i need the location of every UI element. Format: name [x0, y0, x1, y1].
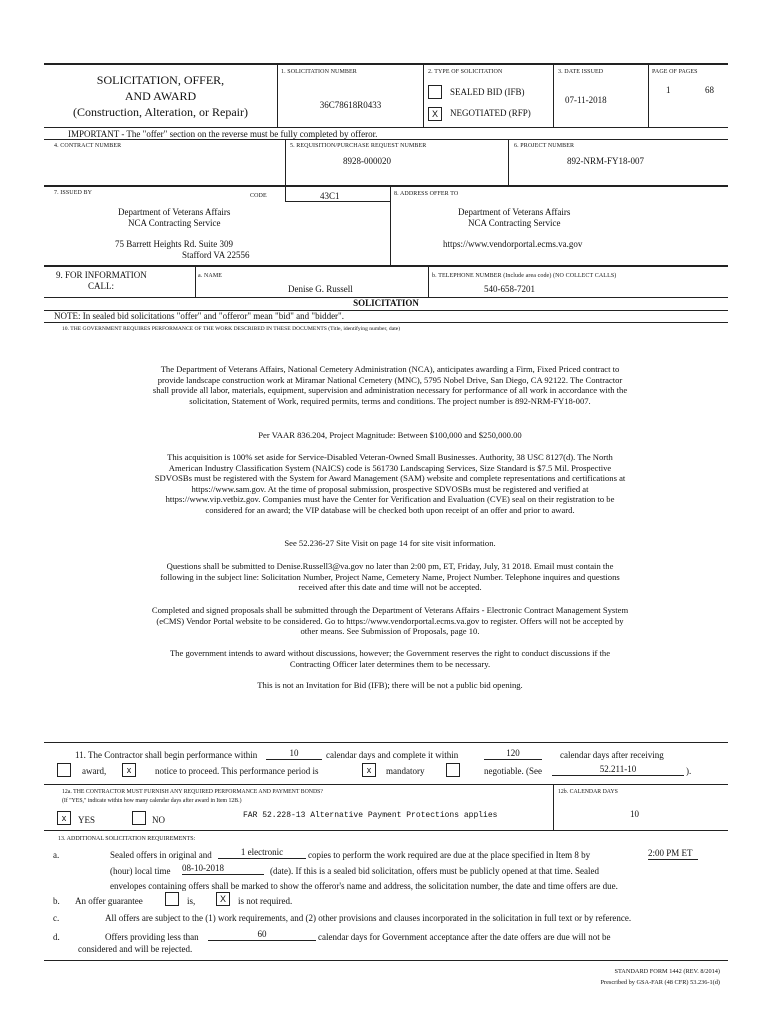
issued-by-line1: Department of Veterans Affairs — [118, 207, 231, 217]
begin-days-field[interactable]: 10 — [266, 748, 322, 760]
form-title-line1: SOLICITATION, OFFER, — [96, 73, 225, 87]
description-paragraph-8: This is not an Invitation for Bid (IFB); there will be not a public bid opening. — [257, 680, 523, 690]
alternative-payment-text: FAR 52.228-13 Alternative Payment Protections applies — [243, 811, 498, 820]
copies-field[interactable]: 1 electronic — [218, 847, 306, 859]
item13b-text: An offer guarantee — [75, 896, 143, 906]
see-clause-field[interactable]: 52.211-10 — [552, 764, 684, 776]
calendar-days-label: 12b. CALENDAR DAYS — [558, 789, 618, 795]
due-time-field[interactable]: 2:00 PM ET — [648, 848, 698, 860]
award-label: award, — [82, 766, 107, 776]
bonds-sublabel: (If "YES," indicate within how many calendar days after award in Item 12B.) — [62, 798, 242, 804]
page-number: 1 — [666, 85, 671, 95]
description-paragraph-7: The government intends to award without discussions, however; the Government reserves the right to conduct discussions if the Contracting Officer later determines them to be necessary. — [169, 648, 611, 669]
solicitation-heading: SOLICITATION — [353, 298, 419, 308]
description-paragraph-5: Questions shall be submitted to Denise.Russell3@va.gov no later than 2:00 pm, ET, Friday, July, 31 2018. Email must contain the following in the subject line: Solicitation Number, Project Name, Cemetery Name, Project Number. Telephone inquires and questions received after this date and time will not be accepted. — [160, 561, 620, 592]
item13d-letter: d. — [53, 932, 60, 942]
item13a-text5: envelopes containing offers shall be marked to show the offeror's name and address, the solicitation number, the date and time offers are due. — [110, 881, 618, 891]
negotiable-label: negotiable. (See — [484, 766, 542, 776]
item13a-text3: (hour) local time — [110, 866, 171, 876]
item11-text-a: 11. The Contractor shall begin performance within — [75, 750, 258, 760]
guarantee-is-checkbox[interactable] — [165, 892, 179, 906]
form-title-line2: AND AWARD — [124, 89, 197, 103]
work-description-label: 10. THE GOVERNMENT REQUIRES PERFORMANCE OF THE WORK DESCRIBED IN THESE DOCUMENTS (Title, identifying number, date) — [62, 326, 401, 332]
bonds-yes-checkbox[interactable]: x — [57, 811, 71, 825]
item13d-text1: Offers providing less than — [105, 932, 199, 942]
mandatory-label: mandatory — [386, 766, 425, 776]
sealed-bid-note: NOTE: In sealed bid solicitations "offer" and "offeror" mean "bid" and "bidder". — [54, 311, 344, 321]
project-number-label: 6. PROJECT NUMBER — [514, 143, 575, 149]
solicitation-number-label: 1. SOLICITATION NUMBER — [281, 69, 357, 75]
telephone-label: b. TELEPHONE NUMBER (Include area code) (NO COLLECT CALLS) — [432, 273, 617, 279]
award-checkbox[interactable] — [57, 763, 71, 777]
description-paragraph-3: This acquisition is 100% set aside for Service-Disabled Veteran-Owned Small Businesses. Authority, 38 USC 8127(d). The North American Industry Classification System (NAICS) code is 561730 Landscaping Services, Size Standard is $7.5 Mil. Prospective SDVOSBs must be registered with the System for Award Management (SAM) website and complete representations and certifications at https://www.sam.gov. At the time of proposal submission, prospective SDVOSBs must be registered and verified at https://www.vip.vetbiz.gov. Companies must have the Center for Verification and Evaluation (CVE) seal on their registration to be considered for an award; the VIP database will be checked both upon receipt of an offer and prior to award. — [154, 452, 626, 515]
negotiable-checkbox[interactable] — [446, 763, 460, 777]
item13b-letter: b. — [53, 896, 60, 906]
form-title-line3: (Construction, Alteration, or Repair) — [73, 105, 248, 119]
code-label: CODE — [250, 193, 267, 199]
guarantee-not-required-label: is not required. — [238, 896, 293, 906]
item13d-text2: calendar days for Government acceptance after the date offers are due will not be — [318, 932, 611, 942]
item11-close: ). — [686, 766, 692, 776]
important-note: IMPORTANT - The "offer" section on the reverse must be fully completed by offeror. — [68, 129, 378, 139]
code-value[interactable]: 43C1 — [320, 191, 340, 201]
project-number-value[interactable]: 892-NRM-FY18-007 — [567, 156, 645, 166]
item11-text-b: calendar days and complete it within — [326, 750, 459, 760]
date-issued-value[interactable]: 07-11-2018 — [565, 95, 607, 105]
due-date-field[interactable]: 08-10-2018 — [182, 863, 264, 875]
negotiated-label: NEGOTIATED (RFP) — [450, 108, 531, 118]
item13d-text3: considered and will be rejected. — [78, 944, 193, 954]
description-paragraph-1: The Department of Veterans Affairs, National Cemetery Administration (NCA), anticipates awarding a Firm, Fixed Priced contract to provide landscape construction work at Miramar National Cemetery (MNC), 5795 Nobel Drive, San Diego, CA 92122. The Contractor shall provide all labor, materials, equipment, supervision and administration necessary for performance of all work in accordance with the solicitation, Statement of Work, required permits, terms and conditions. The project number is 892-NRM-FY18-007. — [152, 364, 628, 406]
sealed-bid-checkbox[interactable] — [428, 85, 442, 99]
solicitation-type-label: 2. TYPE OF SOLICITATION — [428, 69, 503, 75]
form-title — [44, 72, 277, 120]
prescribed-by-label: Prescribed by GSA-FAR (48 CFR) 53.236-1(d) — [600, 979, 720, 986]
bonds-label: 12a. THE CONTRACTOR MUST FURNISH ANY REQUIRED PERFORMANCE AND PAYMENT BONDS? — [62, 789, 323, 795]
contract-number-label: 4. CONTRACT NUMBER — [54, 143, 122, 149]
issued-by-line4: Stafford VA 22556 — [182, 250, 250, 260]
description-paragraph-6: Completed and signed proposals shall be submitted through the Department of Veterans Affairs - Electronic Contract Management System (eCMS) Vendor Portal website to be considered. Go to https://www.vendorportal.ecms.va.gov to register. Offers will not be accepted by other means. See Submission of Proposals, page 10. — [151, 605, 629, 636]
bonds-no-checkbox[interactable] — [132, 811, 146, 825]
calendar-days-value[interactable]: 10 — [630, 809, 639, 819]
address-offer-label: 8. ADDRESS OFFER TO — [394, 191, 459, 197]
contact-name-value[interactable]: Denise G. Russell — [288, 284, 353, 294]
acceptance-days-field[interactable]: 60 — [208, 929, 316, 941]
complete-days-field[interactable]: 120 — [484, 748, 542, 760]
issued-by-label: 7. ISSUED BY — [54, 190, 93, 196]
negotiated-checkbox[interactable]: X — [428, 107, 442, 121]
address-offer-url[interactable]: https://www.vendorportal.ecms.va.gov — [443, 239, 583, 249]
date-issued-label: 3. DATE ISSUED — [558, 69, 604, 75]
item13a-letter: a. — [53, 850, 60, 860]
page-total: 68 — [705, 85, 714, 95]
solicitation-number-value[interactable]: 36C78618R0433 — [319, 100, 382, 110]
requisition-label: 5. REQUISITION/PURCHASE REQUEST NUMBER — [290, 143, 427, 149]
item13a-text1: Sealed offers in original and — [110, 850, 212, 860]
description-paragraph-4: See 52.236-27 Site Visit on page 14 for site visit information. — [284, 538, 496, 548]
information-call-line2: CALL: — [88, 281, 114, 291]
bonds-yes-label: YES — [78, 815, 96, 825]
notice-to-proceed-checkbox[interactable]: x — [122, 763, 136, 777]
contact-name-label: a. NAME — [198, 273, 223, 279]
sealed-bid-label: SEALED BID (IFB) — [450, 87, 525, 97]
guarantee-is-label: is, — [187, 896, 196, 906]
guarantee-not-required-checkbox[interactable]: X — [216, 892, 230, 906]
information-call-line1: 9. FOR INFORMATION — [56, 270, 147, 280]
issued-by-line3: 75 Barrett Heights Rd. Suite 309 — [115, 239, 233, 249]
item13a-text4: (date). If this is a sealed bid solicitation, offers must be publicly opened at that time. Sealed — [270, 866, 599, 876]
address-offer-line2: NCA Contracting Service — [468, 218, 561, 228]
mandatory-checkbox[interactable]: x — [362, 763, 376, 777]
bonds-no-label: NO — [152, 815, 165, 825]
item13c-text: All offers are subject to the (1) work requirements, and (2) other provisions and clauses incorporated in the solicitation in full text or by reference. — [105, 913, 632, 923]
standard-form-label: STANDARD FORM 1442 (REV. 8/2014) — [614, 968, 720, 975]
description-paragraph-2: Per VAAR 836.204, Project Magnitude: Between $100,000 and $250,000.00 — [258, 430, 522, 440]
address-offer-line1: Department of Veterans Affairs — [458, 207, 571, 217]
pages-label: PAGE OF PAGES — [652, 69, 698, 75]
item13c-letter: c. — [53, 913, 60, 923]
item13a-text2: copies to perform the work required are due at the place specified in Item 8 by — [308, 850, 591, 860]
item11-text-c: calendar days after receiving — [560, 750, 664, 760]
telephone-value[interactable]: 540-658-7201 — [484, 284, 535, 294]
requisition-value[interactable]: 8928-000020 — [343, 156, 391, 166]
issued-by-line2: NCA Contracting Service — [128, 218, 221, 228]
notice-label: notice to proceed. This performance period is — [155, 766, 319, 776]
information-call-label — [56, 270, 147, 292]
additional-requirements-label: 13. ADDITIONAL SOLICITATION REQUIREMENTS: — [58, 836, 196, 842]
